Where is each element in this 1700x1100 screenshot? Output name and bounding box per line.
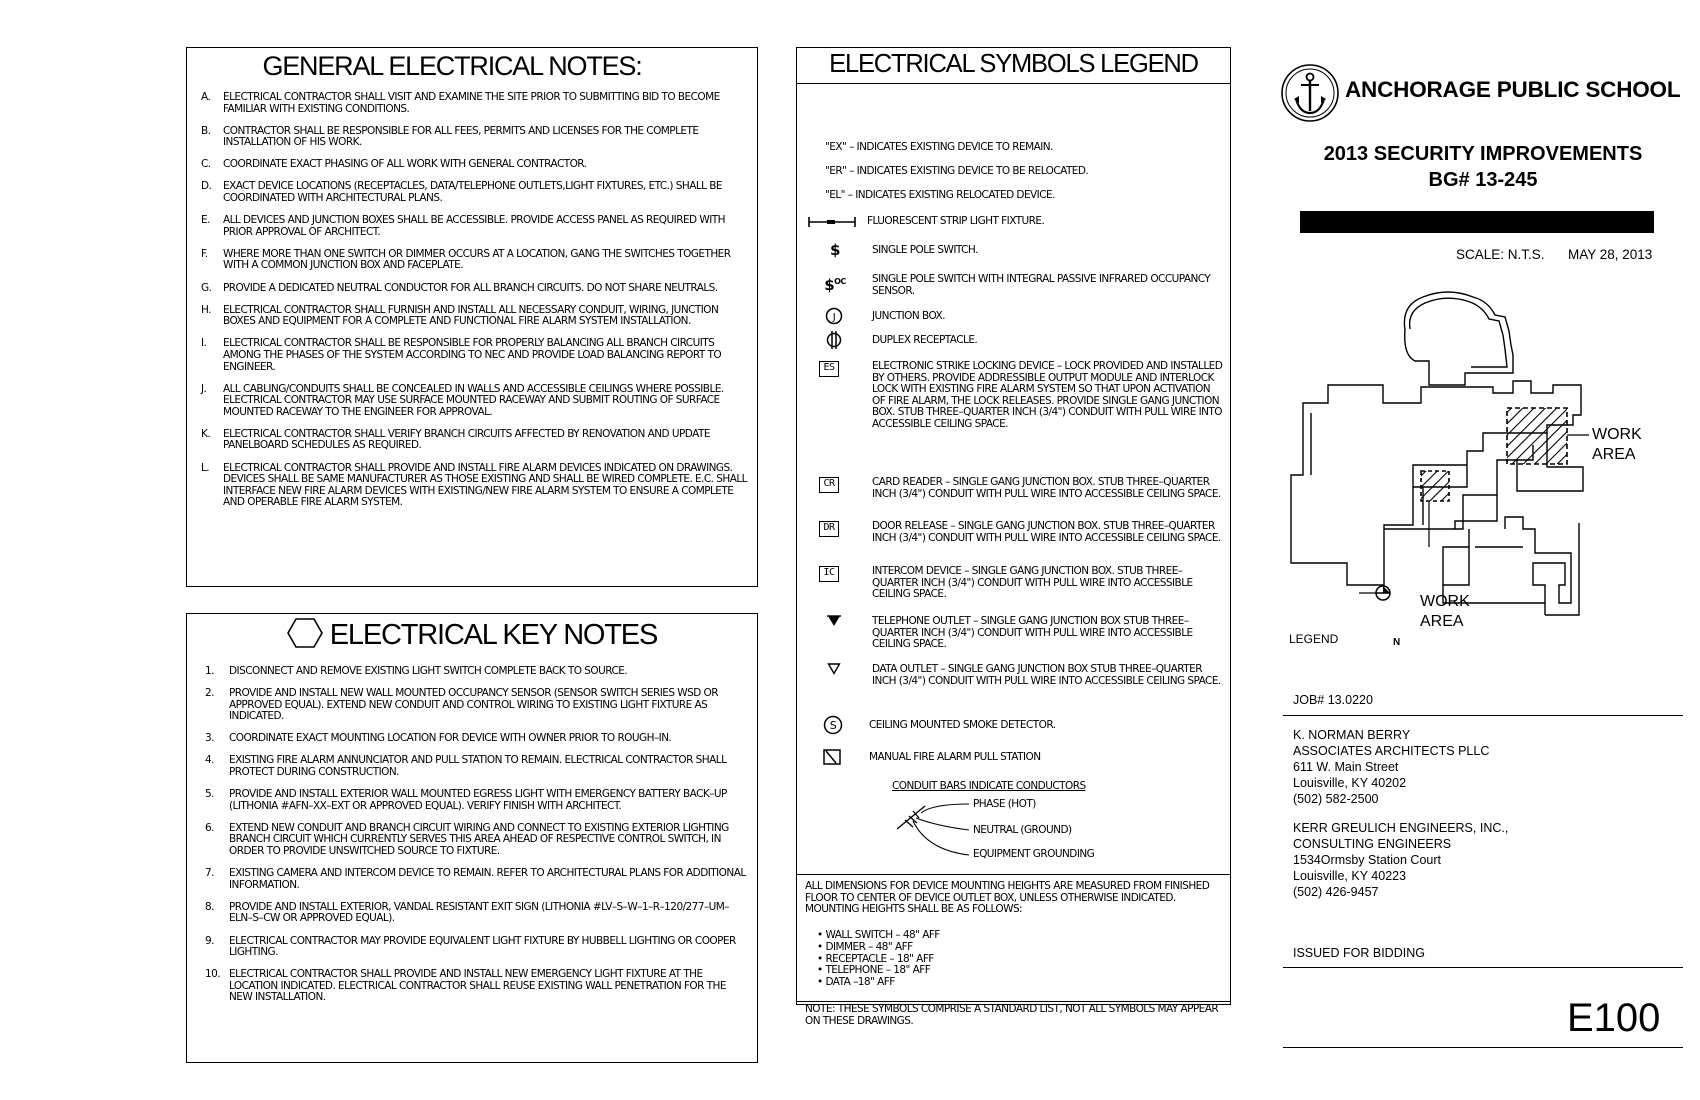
- key-note-number: 1.: [205, 665, 214, 677]
- general-note: [193, 463, 747, 509]
- general-note: [193, 92, 747, 115]
- key-note-number: 6.: [205, 821, 214, 834]
- legend-footnote: NOTE: THESE SYMBOLS COMPRISE A STANDARD LIST, NOT ALL SYMBOLS MAY APPEAR ON THESE DRAWINGS.: [805, 1003, 1219, 1027]
- general-note: [193, 429, 747, 452]
- svg-text:S: S: [829, 719, 837, 732]
- key-plan-legend-label: LEGEND: [1289, 632, 1339, 646]
- key-note-text: COORDINATE EXACT MOUNTING LOCATION FOR DEVICE WITH OWNER PRIOR TO ROUGH–IN.: [229, 732, 672, 745]
- general-note: [193, 126, 747, 149]
- general-note-text: ALL DEVICES AND JUNCTION BOXES SHALL BE ACCESSIBLE. PROVIDE ACCESS PANEL AS REQUIRED WITH PRIOR APPROVAL OF ARCHITECT.: [223, 214, 725, 238]
- general-note-text: ALL CABLING/CONDUITS SHALL BE CONCEALED IN WALLS AND ACCESSIBLE CEILINGS WHERE POSSIBLE. ELECTRICAL CONTRACTOR MAY USE SURFACE MOUNTED RACEWAY AND SUBMIT ROUTING OF SURFACE MOUNTED RACEWAY TO THE ENGINEER FOR APPROVAL.: [223, 382, 724, 418]
- key-plan: [1283, 285, 1683, 675]
- general-notes-list: [193, 92, 747, 509]
- legend-el: "EL" – INDICATES EXISTING RELOCATED DEVICE.: [825, 189, 1055, 201]
- mounting-height-item: • WALL SWITCH – 48" AFF: [817, 929, 940, 941]
- card-reader-icon: CR: [819, 477, 839, 493]
- architect-block: [1293, 727, 1489, 807]
- key-note: [193, 755, 747, 778]
- legend-pull: MANUAL FIRE ALARM PULL STATION: [869, 751, 1041, 763]
- general-note-text: EXACT DEVICE LOCATIONS (RECEPTACLES, DATA/TELEPHONE OUTLETS,LIGHT FIXTURES, ETC.) SHALL BE COORDINATED WITH ARCHITECTURAL PLANS.: [223, 180, 722, 205]
- data-outlet-icon: [827, 663, 841, 675]
- key-note-number: 10.: [205, 968, 221, 981]
- symbols-legend-panel: [796, 47, 1231, 1027]
- general-note: [193, 305, 747, 328]
- general-note-letter: C.: [201, 158, 211, 171]
- key-note-number: 8.: [205, 900, 214, 913]
- mounting-height-item: • TELEPHONE – 18" AFF: [817, 964, 931, 977]
- conduit-neutral-label: NEUTRAL (GROUND): [973, 824, 1072, 836]
- general-note-letter: F.: [201, 247, 208, 260]
- school-seal-logo: [1280, 63, 1340, 123]
- architect-line: K. NORMAN BERRY: [1293, 728, 1411, 742]
- general-note-letter: D.: [201, 180, 212, 193]
- legend-ex: "EX" – INDICATES EXISTING DEVICE TO REMAIN.: [825, 141, 1053, 153]
- school-name: ANCHORAGE PUBLIC SCHOOL: [1345, 77, 1681, 102]
- general-note-letter: E.: [201, 214, 210, 227]
- general-note-text: ELECTRICAL CONTRACTOR SHALL FURNISH AND INSTALL ALL NECESSARY CONDUIT, WIRING, JUNCTION BOXES AND EQUIPMENT FOR A COMPLETE AND FUNCTIONAL FIRE ALARM SYSTEM INSTALLATION.: [223, 303, 719, 328]
- sheet-number: E100: [1567, 996, 1661, 1040]
- legend-body: [797, 84, 1230, 1027]
- legend-er: "ER" – INDICATES EXISTING DEVICE TO BE RELOCATED.: [825, 165, 1089, 177]
- key-note: [193, 969, 747, 1004]
- key-notes-header: [187, 618, 757, 652]
- key-notes-title: ELECTRICAL KEY NOTES: [329, 619, 658, 651]
- occupancy-switch-icon: \$$^{OC}$: [824, 276, 846, 294]
- key-note-text: ELECTRICAL CONTRACTOR MAY PROVIDE EQUIVALENT LIGHT FIXTURE BY HUBBELL LIGHTING OR COOPER LIGHTING.: [229, 934, 736, 959]
- job-number: JOB# 13.0220: [1293, 693, 1373, 707]
- legend-dr: DOOR RELEASE – SINGLE GANG JUNCTION BOX. STUB THREE–QUARTER INCH (3/4") CONDUIT WITH PULL WIRE INTO ACCESSIBLE CEILING SPACE.: [872, 520, 1221, 544]
- general-notes-title: GENERAL ELECTRICAL NOTES:: [262, 51, 642, 81]
- legend-jbox: JUNCTION BOX.: [872, 310, 945, 322]
- bg-number: BG# 13-245: [1428, 169, 1538, 191]
- key-note-number: 4.: [205, 754, 214, 767]
- work-area-2-label: WORK AREA: [1420, 593, 1470, 630]
- general-note-text: PROVIDE A DEDICATED NEUTRAL CONDUCTOR FOR ALL BRANCH CIRCUITS. DO NOT SHARE NEUTRALS.: [223, 281, 718, 294]
- pull-station-icon: [823, 749, 841, 765]
- key-note: [193, 902, 747, 925]
- key-note: [193, 688, 747, 723]
- key-note: [193, 666, 747, 678]
- legend-fluor: FLUORESCENT STRIP LIGHT FIXTURE.: [867, 215, 1045, 227]
- architect-line: Louisville, KY 40202: [1293, 776, 1407, 790]
- door-release-icon: DR: [819, 521, 839, 537]
- key-note-text: PROVIDE AND INSTALL EXTERIOR WALL MOUNTED EGRESS LIGHT WITH EMERGENCY BATTERY BACK–UP (LITHONIA #AFN–XX–EXT OR APPROVED EQUAL). VERIFY FINISH WITH ARCHITECT.: [229, 788, 727, 812]
- general-notes-panel: [186, 47, 758, 587]
- legend-duplex: DUPLEX RECEPTACLE.: [872, 334, 978, 346]
- scale-label: SCALE: N.T.S.: [1456, 247, 1545, 262]
- key-note: [193, 823, 747, 858]
- general-note-text: ELECTRICAL CONTRACTOR SHALL VERIFY BRANCH CIRCUITS AFFECTED BY RENOVATION AND UPDATE PANELBOARD SCHEDULES AS REQUIRED.: [223, 427, 710, 452]
- issue-date: MAY 28, 2013: [1568, 247, 1653, 262]
- work-area-1-label: WORK AREA: [1592, 426, 1642, 463]
- smoke-detector-icon: [823, 715, 843, 735]
- general-note-text: ELECTRICAL CONTRACTOR SHALL PROVIDE AND INSTALL FIRE ALARM DEVICES INDICATED ON DRAWINGS. DEVICES SHALL BE SAME MANUFACTURER AS THOSE EXISTING AND SHALL BE WIRED COMPLETE. E.C. SHALL INTERFACE NEW FIRE ALARM DEVICES WITH EXISTING/NEW FIRE ALARM SYSTEM TO ENSURE A COMPLETE AND OPERABLE FIRE ALARM SYSTEM.: [223, 461, 747, 509]
- mounting-height-item: • DIMMER – 48" AFF: [817, 940, 913, 953]
- conduit-bars-title: CONDUIT BARS INDICATE CONDUCTORS: [892, 780, 1086, 792]
- hexagon-icon: [287, 618, 323, 648]
- legend-es: ELECTRONIC STRIKE LOCKING DEVICE – LOCK PROVIDED AND INSTALLED BY OTHERS. PROVIDE ADDRESSIBLE OUTPUT MODULE AND INTERLOCK LOCK WITH EXISTING FIRE ALARM SYSTEM SO THAT UPON ACTIVATION OF FIRE ALARM, THE LOCK RELEASES. PROVIDE SINGLE GANG JUNCTION BOX. STUB THREE–QUARTER INCH (3/4") CONDUIT WITH PULL WIRE INTO ACCESSIBLE CEILING SPACE.: [872, 360, 1223, 430]
- legend-title: ELECTRICAL SYMBOLS LEGEND: [829, 50, 1198, 78]
- fluorescent-fixture-icon: [807, 215, 857, 229]
- key-note-text: EXISTING CAMERA AND INTERCOM DEVICE TO REMAIN. REFER TO ARCHITECTURAL PLANS FOR ADDITIONAL INFORMATION.: [229, 867, 746, 891]
- key-note: [193, 789, 747, 812]
- north-arrow-label: N: [1393, 637, 1401, 648]
- engineer-block: [1293, 820, 1508, 900]
- key-note-number: 3.: [205, 732, 214, 745]
- architect-line: (502) 582-2500: [1293, 792, 1379, 806]
- general-note-text: WHERE MORE THAN ONE SWITCH OR DIMMER OCCURS AT A LOCATION, GANG THE SWITCHES TOGETHER WITH A COMMON JUNCTION BOX AND FACEPLATE.: [223, 247, 731, 272]
- key-note: [193, 733, 747, 745]
- key-note-text: EXISTING FIRE ALARM ANNUNCIATOR AND PULL STATION TO REMAIN. ELECTRICAL CONTRACTOR SHALL PROTECT DURING CONSTRUCTION.: [229, 754, 727, 779]
- key-notes-panel: [186, 613, 758, 1063]
- key-note-text: DISCONNECT AND REMOVE EXISTING LIGHT SWITCH COMPLETE BACK TO SOURCE.: [229, 665, 628, 677]
- engineer-line: 1534Ormsby Station Court: [1293, 853, 1441, 867]
- work-area-2-hatch: [1421, 471, 1449, 501]
- conduit-ground-label: EQUIPMENT GROUNDING: [973, 848, 1095, 860]
- engineer-line: CONSULTING ENGINEERS: [1293, 837, 1452, 851]
- general-note-letter: L.: [201, 461, 210, 474]
- project-name: 2013 SECURITY IMPROVEMENTS: [1323, 143, 1643, 165]
- conduit-phase-label: PHASE (HOT): [973, 798, 1036, 810]
- legend-title-bar: [797, 50, 1230, 84]
- general-note: [193, 159, 747, 171]
- engineer-line: (502) 426-9457: [1293, 885, 1379, 899]
- key-note-number: 7.: [205, 867, 214, 880]
- duplex-receptacle-icon: [825, 331, 843, 349]
- general-note-text: CONTRACTOR SHALL BE RESPONSIBLE FOR ALL FEES, PERMITS AND LICENSES FOR THE COMPLETE INSTALLATION OF HIS WORK.: [223, 124, 699, 149]
- mounting-height-item: • RECEPTACLE – 18" AFF: [817, 952, 934, 965]
- key-note-text: ELECTRICAL CONTRACTOR SHALL PROVIDE AND INSTALL NEW EMERGENCY LIGHT FIXTURE AT THE LOCATION INDICATED. ELECTRICAL CONTRACTOR SHALL REUSE EXISTING WALL PENETRATION FOR THE NEW INSTALLATION.: [229, 968, 726, 1004]
- key-note-number: 2.: [205, 687, 214, 700]
- general-note-text: ELECTRICAL CONTRACTOR SHALL VISIT AND EXAMINE THE SITE PRIOR TO SUBMITTING BID TO BECOME FAMILIAR WITH EXISTING CONDITIONS.: [223, 91, 720, 115]
- key-note: [193, 868, 747, 891]
- engineer-line: Louisville, KY 40223: [1293, 869, 1407, 883]
- svg-text:J: J: [832, 312, 836, 323]
- architect-line: ASSOCIATES ARCHITECTS PLLC: [1293, 744, 1490, 758]
- key-note-text: PROVIDE AND INSTALL NEW WALL MOUNTED OCCUPANCY SENSOR (SENSOR SWITCH SERIES WSD OR APPROVED EQUAL). EXTEND NEW CONDUIT AND CONTROL WIRING TO EXISTING LIGHT FIXTURE AS INDICATED.: [229, 687, 719, 723]
- legend-switch: SINGLE POLE SWITCH.: [872, 244, 978, 256]
- switch-icon: $: [830, 241, 840, 259]
- intercom-icon: IC: [819, 566, 839, 582]
- general-note: [193, 283, 747, 295]
- key-note-text: EXTEND NEW CONDUIT AND BRANCH CIRCUIT WIRING AND CONNECT TO EXISTING EXTERIOR LIGHTING BRANCH CIRCUIT WHICH CURRENTLY SERVES THIS AREA AHEAD OF RESPECTIVE CONTROL SWITCH, IN ORDER TO PROVIDE UNSWITCHED SOURCE TO FIXTURE.: [229, 821, 729, 858]
- mounting-heights-list: [817, 930, 940, 989]
- legend-ic: INTERCOM DEVICE – SINGLE GANG JUNCTION BOX. STUB THREE–QUARTER INCH (3/4") CONDUIT WITH PULL WIRE INTO ACCESSIBLE CEILING SPACE.: [872, 565, 1193, 601]
- general-note-letter: A.: [201, 91, 211, 103]
- general-note-letter: G.: [201, 281, 212, 294]
- title-bar: [1300, 211, 1654, 233]
- general-note-letter: B.: [201, 124, 211, 137]
- key-note-number: 5.: [205, 788, 214, 801]
- junction-box-icon: [825, 307, 843, 325]
- general-note-letter: J.: [201, 382, 207, 395]
- key-note-number: 9.: [205, 934, 214, 947]
- general-note: [193, 338, 747, 373]
- general-note: [193, 249, 747, 272]
- engineer-line: KERR GREULICH ENGINEERS, INC.,: [1293, 821, 1509, 835]
- legend-smoke: CEILING MOUNTED SMOKE DETECTOR.: [869, 719, 1056, 731]
- general-note-letter: H.: [201, 303, 211, 316]
- key-note-text: PROVIDE AND INSTALL EXTERIOR, VANDAL RESISTANT EXIT SIGN (LITHONIA #LV–S–W–1–R–120/277–UM–ELN–S–CW OR APPROVED EQUAL).: [229, 900, 729, 925]
- general-note: [193, 384, 747, 419]
- general-note-text: ELECTRICAL CONTRACTOR SHALL BE RESPONSIBLE FOR PROPERLY BALANCING ALL BRANCH CIRCUITS AMONG THE PHASES OF THE SYSTEM ACCORDING TO NEC AND PROVIDE LOAD BALANCING REPORT TO ENGINEER.: [223, 337, 722, 373]
- general-note-letter: K.: [201, 427, 211, 440]
- legend-cr: CARD READER – SINGLE GANG JUNCTION BOX. STUB THREE–QUARTER INCH (3/4") CONDUIT WITH PULL WIRE INTO ACCESSIBLE CEILING SPACE.: [872, 476, 1221, 500]
- mounting-height-item: • DATA –18" AFF: [817, 976, 895, 989]
- mounting-heights-intro: ALL DIMENSIONS FOR DEVICE MOUNTING HEIGHTS ARE MEASURED FROM FINISHED FLOOR TO CENTER OF DEVICE OUTLET BOX, UNLESS OTHERWISE INDICATED. MOUNTING HEIGHTS SHALL BE AS FOLLOWS:: [805, 880, 1210, 916]
- general-note: [193, 215, 747, 238]
- architect-line: 611 W. Main Street: [1293, 760, 1399, 774]
- telephone-outlet-icon: [827, 615, 841, 627]
- legend-tel: TELEPHONE OUTLET – SINGLE GANG JUNCTION BOX STUB THREE–QUARTER INCH (3/4") CONDUIT WITH PULL WIRE INTO ACCESSIBLE CEILING SPACE.: [872, 615, 1193, 651]
- key-note: [193, 936, 747, 959]
- legend-data: DATA OUTLET – SINGLE GANG JUNCTION BOX STUB THREE–QUARTER INCH (3/4") CONDUIT WITH PULL WIRE INTO ACCESSIBLE CEILING SPACE.: [872, 663, 1221, 687]
- issue-status: ISSUED FOR BIDDING: [1293, 946, 1425, 960]
- general-note-letter: I.: [201, 337, 207, 350]
- legend-switch-oc: SINGLE POLE SWITCH WITH INTEGRAL PASSIVE INFRARED OCCUPANCY SENSOR.: [872, 273, 1211, 297]
- electronic-strike-icon: ES: [819, 361, 839, 377]
- general-note-text: COORDINATE EXACT PHASING OF ALL WORK WITH GENERAL CONTRACTOR.: [223, 158, 587, 171]
- general-note: [193, 181, 747, 204]
- work-area-1-hatch: [1507, 408, 1567, 464]
- key-notes-list: [193, 666, 747, 1004]
